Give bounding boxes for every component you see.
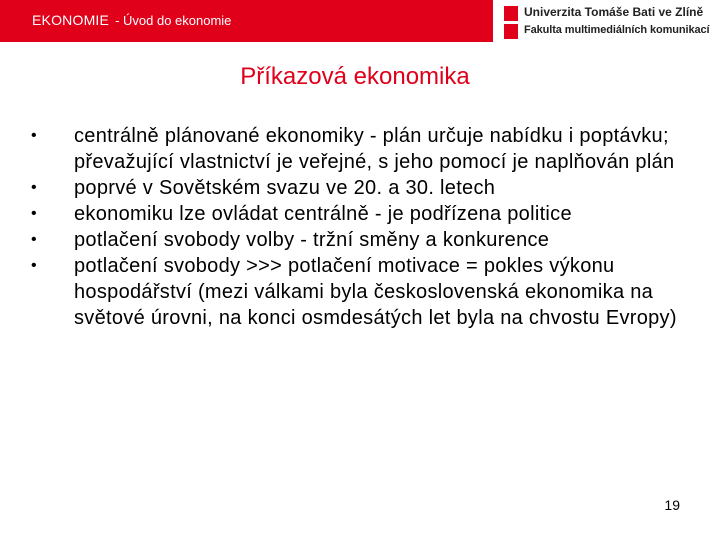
university-name: Univerzita Tomáše Bati ve Zlíně	[524, 5, 704, 19]
header-bar	[0, 0, 493, 42]
faculty-name: Fakulta multimediálních komunikací	[524, 24, 710, 36]
header-subtitle: - Úvod do ekonomie	[115, 13, 232, 28]
bullet-icon: •	[31, 257, 37, 274]
bullet-text: potlačení svobody volby - tržní směny a konkurence	[74, 229, 550, 251]
bullet-item	[30, 227, 690, 253]
bullet-icon: •	[31, 127, 37, 144]
university-logo	[500, 4, 715, 42]
bullet-item	[30, 175, 690, 201]
bullet-item	[30, 201, 690, 227]
bullet-icon: •	[31, 179, 37, 196]
university-logo-mark-icon	[504, 6, 518, 39]
bullet-list	[30, 123, 690, 331]
bullet-text: poprvé v Sovětském svazu ve 20. a 30. letech	[74, 177, 496, 199]
page-number: 19	[664, 497, 680, 513]
bullet-item	[30, 253, 690, 331]
slide-title: Příkazová ekonomika	[240, 63, 470, 90]
bullet-text: ekonomiku lze ovládat centrálně - je podřízena politice	[74, 203, 572, 225]
header-text	[32, 12, 231, 28]
bullet-text: centrálně plánované ekonomiky - plán určuje nabídku i poptávku; převažující vlastnictví je veřejné, s jeho pomocí je naplňován plán	[74, 125, 675, 173]
bullet-icon: •	[31, 205, 37, 222]
bullet-item	[30, 123, 690, 175]
bullet-icon: •	[31, 231, 37, 248]
course-name: EKONOMIE	[32, 12, 110, 28]
bullet-text: potlačení svobody >>> potlačení motivace = pokles výkonu hospodářství (mezi válkami byla československá ekonomika na světové úrovni, na konci osmdesátých let byla na chvostu Evropy)	[74, 255, 677, 329]
